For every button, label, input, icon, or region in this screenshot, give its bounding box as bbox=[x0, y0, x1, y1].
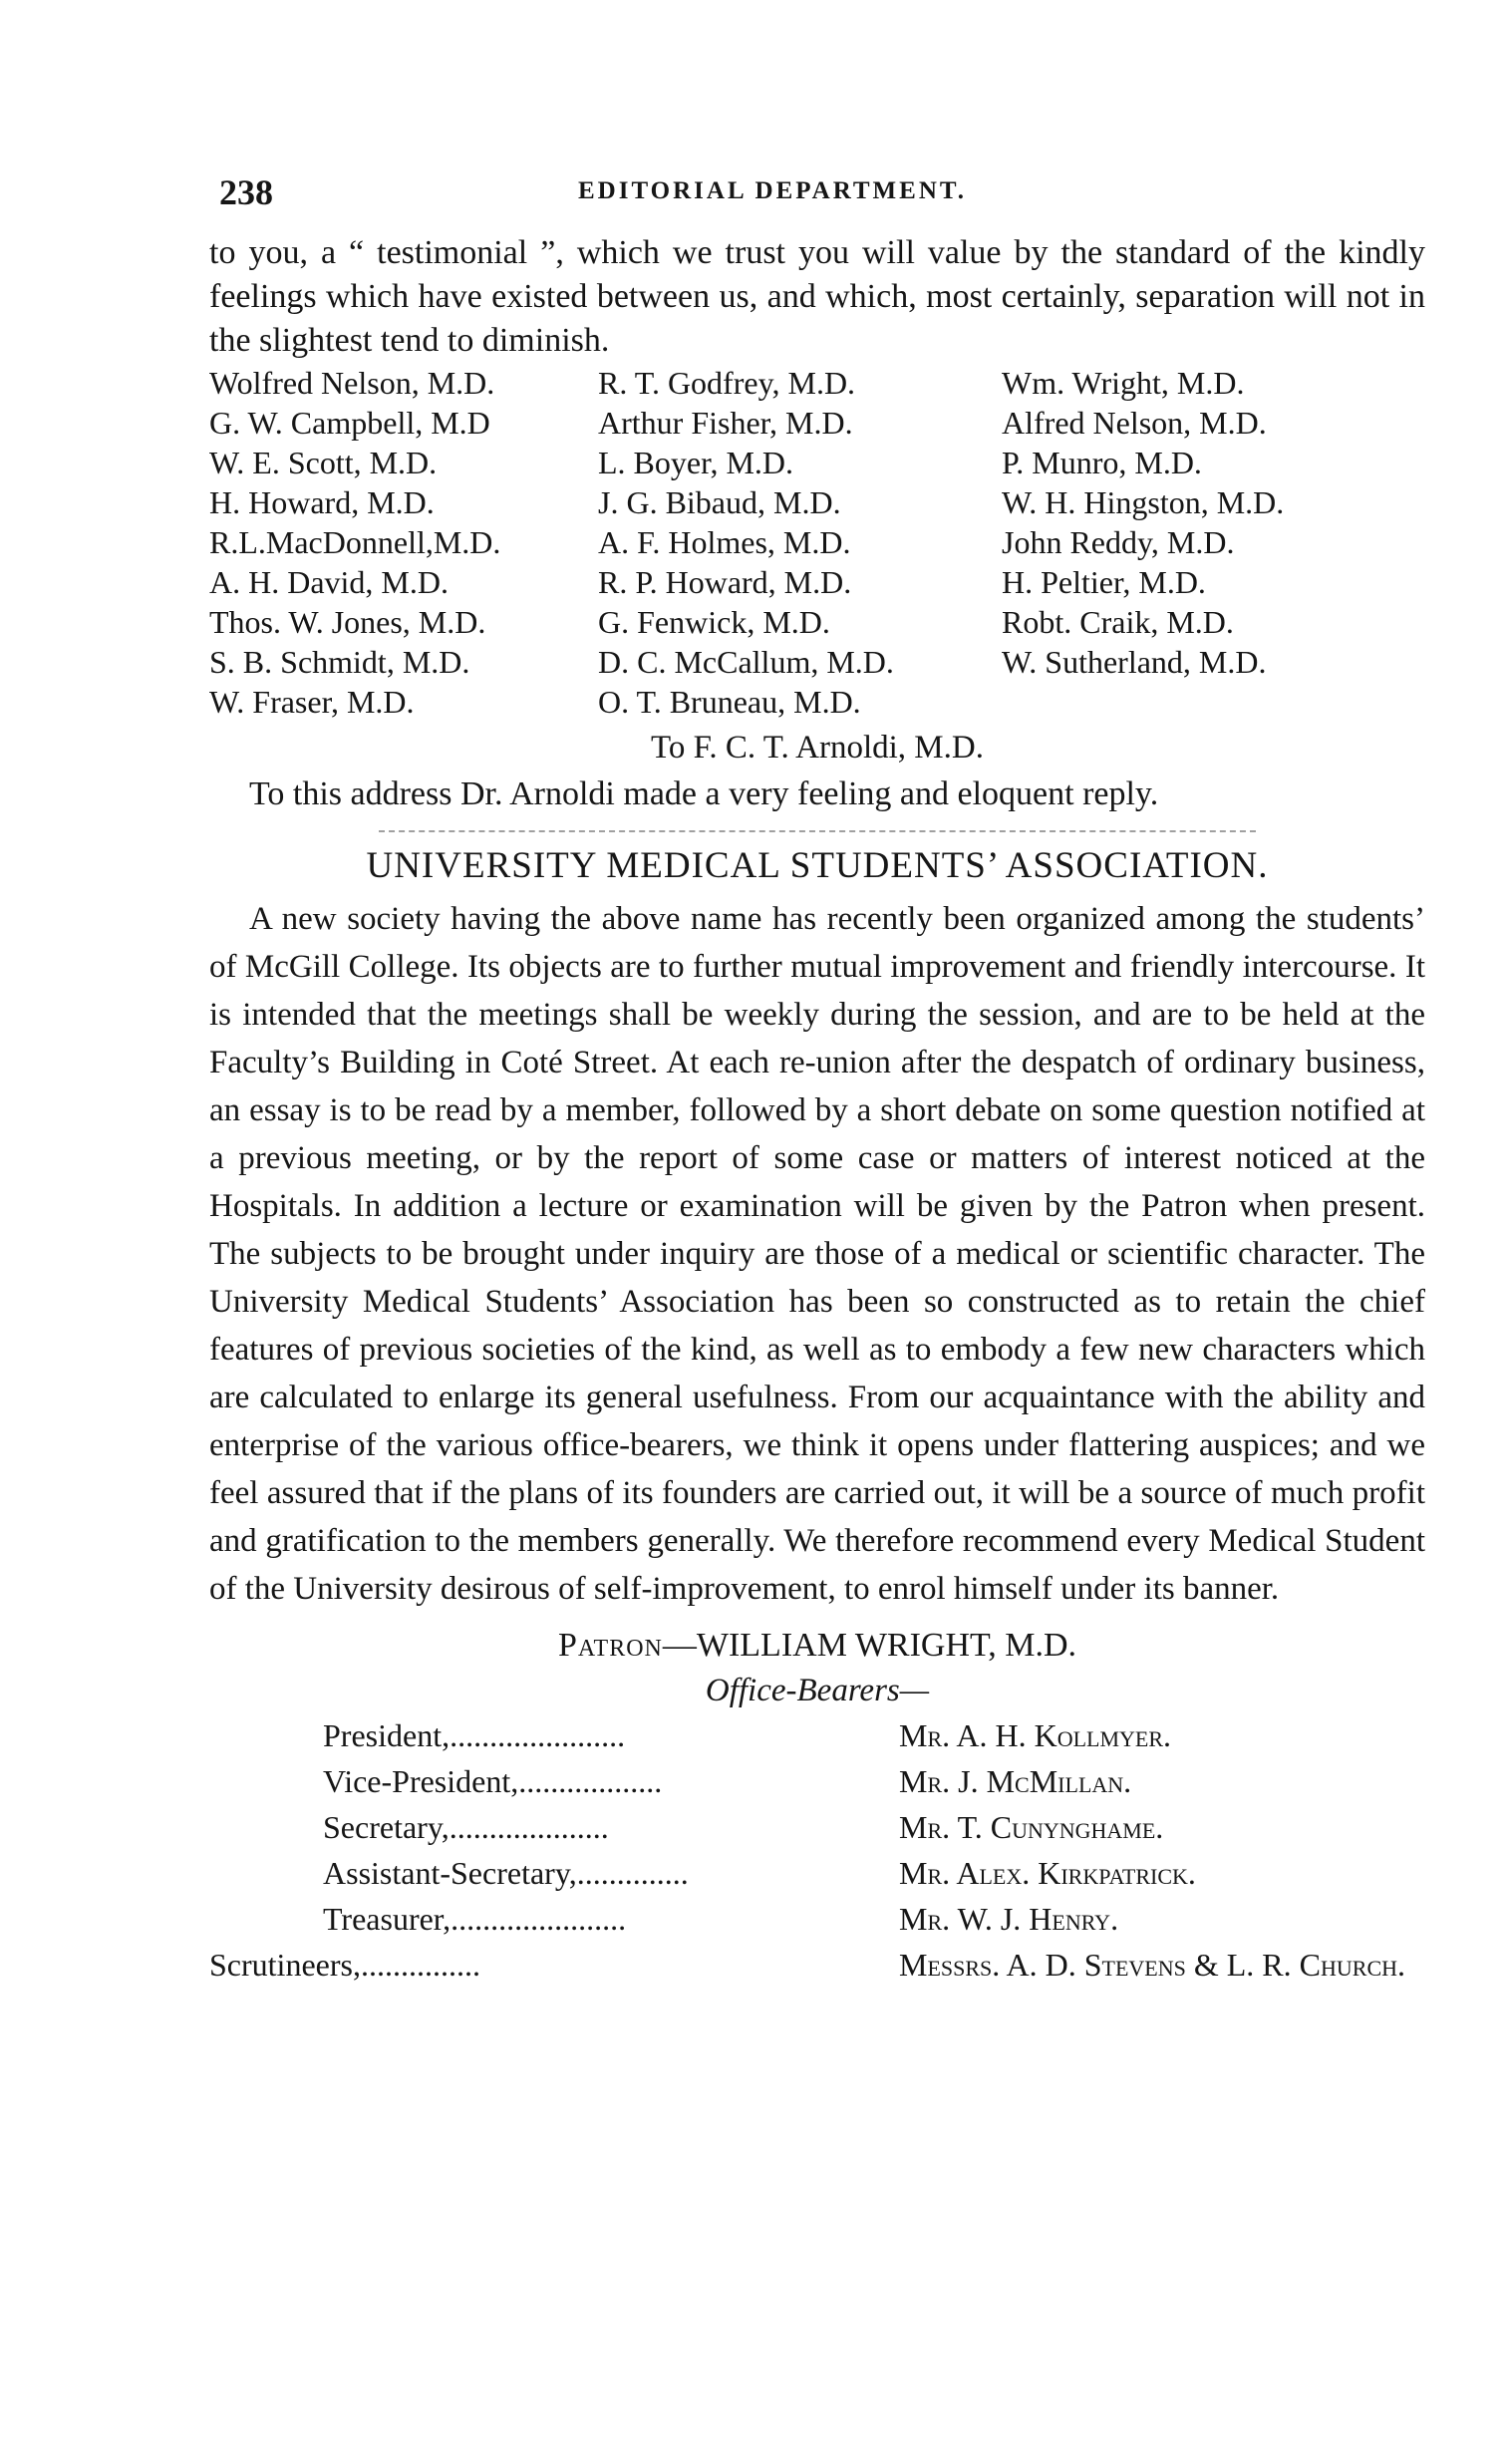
signatory-name: Alfred Nelson, M.D. bbox=[1002, 405, 1267, 441]
office-bearer-row bbox=[209, 1901, 1405, 1947]
office-holder: Mr. J. McMillan. bbox=[899, 1763, 1132, 1799]
patron-line bbox=[209, 1627, 1425, 1665]
running-title: EDITORIAL DEPARTMENT. bbox=[578, 177, 967, 204]
office-holder: Mr. A. H. Kollmyer. bbox=[899, 1717, 1172, 1753]
signatory-name: John Reddy, M.D. bbox=[1002, 524, 1235, 560]
intro-paragraph: to you, a “ testimonial ”, which we trust you will value by the standard of the kindly feelings which have existed between us, and which, most certainly, separation will not in the slightest tend to diminish. bbox=[209, 234, 1425, 359]
signatory-name bbox=[1002, 684, 1400, 724]
office-role: President,...................... bbox=[323, 1717, 626, 1753]
office-role: Assistant-Secretary,.............. bbox=[323, 1855, 689, 1891]
signatory-name: H. Peltier, M.D. bbox=[1002, 564, 1206, 600]
page bbox=[209, 171, 1425, 1993]
section-divider bbox=[379, 830, 1256, 834]
office-holder: Mr. T. Cunynghame. bbox=[899, 1809, 1164, 1845]
article-paragraph: A new society having the above name has recently been organized among the students’ of McGill College. Its objects are to further mutual improvement and friendly intercourse. It is intended that the meetings shall be weekly during the session, and are to be held at the Faculty’s Building in Coté Street. At each re-union after the despatch of ordinary business, an essay is to be read by a member, followed by a short debate on some question notified at a previous meeting, or by the report of some case or matters of interest noticed at the Hospitals. In addition a lecture or examination will be given by the Patron when present. The subjects to be brought under inquiry are those of a medical or scientific character. The University Medical Students’ Association has been so constructed as to retain the chief features of previous societies of the kind, as well as to embody a few new characters which are calculated to enlarge its general usefulness. From our acquaintance with the ability and enterprise of the various office-bearers, we think it opens under flattering auspices; and we feel assured that if the plans of its founders are carried out, it will be a source of much profit and gratification to the members generally. We therefore recommend every Medical Student of the University desirous of self-improvement, to enrol himself under its banner. bbox=[209, 901, 1425, 1607]
office-bearer-row bbox=[209, 1809, 1405, 1855]
signatory-row bbox=[209, 564, 1400, 604]
office-role: Scrutineers,............... bbox=[209, 1947, 480, 1983]
signatory-name: W. E. Scott, M.D. bbox=[209, 445, 438, 480]
signatory-name: A. H. David, M.D. bbox=[209, 564, 449, 600]
signatory-name: P. Munro, M.D. bbox=[1002, 445, 1202, 480]
page-number: 238 bbox=[219, 172, 273, 212]
signatory-name: J. G. Bibaud, M.D. bbox=[598, 484, 841, 520]
patron-label: Patron bbox=[557, 1627, 663, 1664]
signatory-name: L. Boyer, M.D. bbox=[598, 445, 794, 480]
signatory-name: D. C. McCallum, M.D. bbox=[598, 644, 894, 680]
office-holder: Mr. W. J. Henry. bbox=[899, 1901, 1119, 1937]
signatory-name: W. Fraser, M.D. bbox=[209, 684, 415, 720]
office-bearer-row bbox=[209, 1763, 1405, 1809]
office-bearer-row bbox=[209, 1947, 1405, 1993]
signatory-row bbox=[209, 644, 1400, 684]
signatory-row bbox=[209, 484, 1400, 524]
office-bearers-heading: Office-Bearers— bbox=[705, 1673, 930, 1708]
signatory-name: O. T. Bruneau, M.D. bbox=[598, 684, 861, 720]
signatory-name: W. Sutherland, M.D. bbox=[1002, 644, 1267, 680]
signatory-row bbox=[209, 365, 1400, 405]
office-role: Treasurer,...................... bbox=[323, 1901, 627, 1937]
office-role: Secretary,.................... bbox=[323, 1809, 609, 1845]
office-bearer-row bbox=[209, 1855, 1405, 1901]
office-role: Vice-President,.................. bbox=[323, 1763, 663, 1799]
signatories-table bbox=[209, 365, 1400, 724]
signatory-name: Thos. W. Jones, M.D. bbox=[209, 604, 486, 640]
signatory-name: Robt. Craik, M.D. bbox=[1002, 604, 1234, 640]
signatory-name: R. P. Howard, M.D. bbox=[598, 564, 852, 600]
addressee: To F. C. T. Arnoldi, M.D. bbox=[651, 730, 984, 766]
signatory-row bbox=[209, 604, 1400, 644]
signatory-name: A. F. Holmes, M.D. bbox=[598, 524, 851, 560]
signatory-row bbox=[209, 445, 1400, 484]
signatory-row bbox=[209, 405, 1400, 445]
office-holder: Mr. Alex. Kirkpatrick. bbox=[899, 1855, 1196, 1891]
signatory-name: Wolfred Nelson, M.D. bbox=[209, 365, 495, 401]
signatory-name: R.L.MacDonnell,M.D. bbox=[209, 524, 501, 560]
office-holder: Messrs. A. D. Stevens & L. R. Church. bbox=[899, 1947, 1405, 1983]
page-header bbox=[209, 171, 1425, 231]
signatory-name: R. T. Godfrey, M.D. bbox=[598, 365, 856, 401]
signatory-name: Arthur Fisher, M.D. bbox=[598, 405, 853, 441]
section-heading: UNIVERSITY MEDICAL STUDENTS’ ASSOCIATION. bbox=[366, 845, 1269, 886]
signatory-row bbox=[209, 524, 1400, 564]
signatory-name: H. Howard, M.D. bbox=[209, 484, 435, 520]
signatory-name: W. H. Hingston, M.D. bbox=[1002, 484, 1285, 520]
patron-name: —WILLIAM WRIGHT, M.D. bbox=[662, 1627, 1077, 1664]
signatory-row bbox=[209, 684, 1400, 724]
office-bearer-row bbox=[209, 1717, 1405, 1763]
signatory-name: S. B. Schmidt, M.D. bbox=[209, 644, 470, 680]
reply-paragraph: To this address Dr. Arnoldi made a very feeling and eloquent reply. bbox=[249, 775, 1159, 812]
signatory-name: G. Fenwick, M.D. bbox=[598, 604, 830, 640]
signatory-name: Wm. Wright, M.D. bbox=[1002, 365, 1245, 401]
office-bearers-table bbox=[209, 1717, 1405, 1993]
signatory-name: G. W. Campbell, M.D bbox=[209, 405, 490, 441]
